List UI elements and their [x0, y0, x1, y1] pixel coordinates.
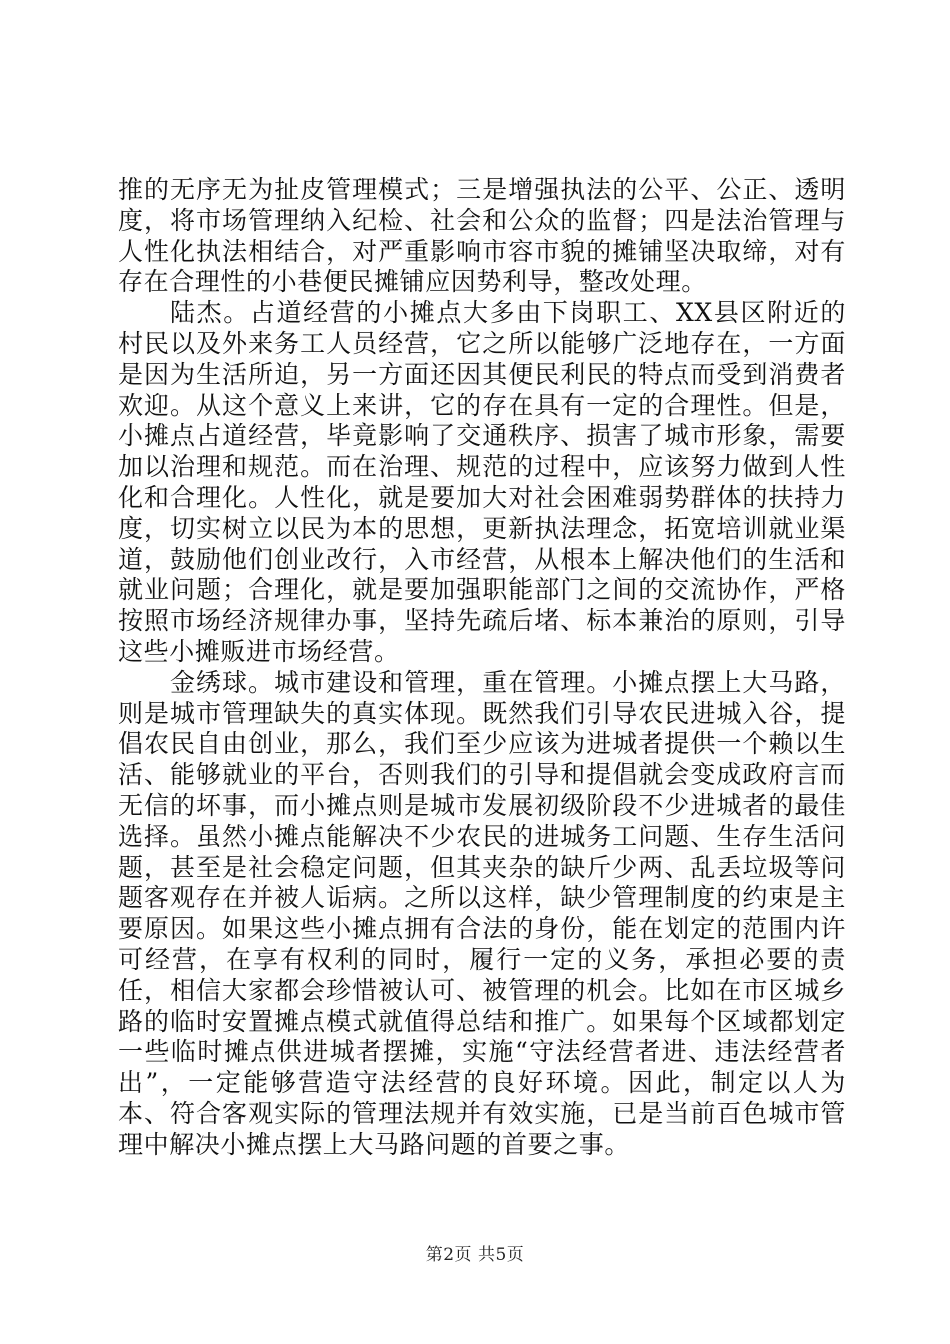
- paragraph-jinxiuqiu: 金绣球。城市建设和管理，重在管理。小摊点摆上大马路，则是城市管理缺失的真实体现。既然我们引导农民进城入谷，提倡农民自由创业，那么，我们至少应该为进城者提供一个赖以生活、能够就业的平台，否则我们的引导和提倡就会变成政府言而无信的坏事，而小摊点则是城市发展初级阶段不少进城者的最佳选择。虽然小摊点能解决不少农民的进城务工问题、生存生活问题，甚至是社会稳定问题，但其夹杂的缺斤少两、乱丢垃圾等问题客观存在并被人诟病。之所以这样，缺少管理制度的约束是主要原因。如果这些小摊点拥有合法的身份，能在划定的范围内许可经营，在享有权利的同时，履行一定的义务，承担必要的责任，相信大家都会珍惜被认可、被管理的机会。比如在市区城乡路的临时安置摊点模式就值得总结和推广。如果每个区域都划定一些临时摊点供进城者摆摊，实施“守法经营者进、违法经营者出”，一定能够营造守法经营的良好环境。因此，制定以人为本、符合客观实际的管理法规并有效实施，已是当前百色城市管理中解决小摊点摆上大马路问题的首要之事。: [118, 667, 846, 1159]
- paragraph-continued: 推的无序无为扯皮管理模式；三是增强执法的公平、公正、透明度，将市场管理纳入纪检、社会和公众的监督；四是法治管理与人性化执法相结合，对严重影响市容市貌的摊铺坚决取缔，对有存在合理性的小巷便民摊铺应因势利导，整改处理。: [118, 175, 846, 297]
- page-number-footer: 第2页 共5页: [425, 1245, 525, 1265]
- document-body: [118, 175, 846, 1161]
- paragraph-lujie: 陆杰。占道经营的小摊点大多由下岗职工、XX县区附近的村民以及外来务工人员经营，它之所以能够广泛地存在，一方面是因为生活所迫，另一方面还因其便民利民的特点而受到消费者欢迎。从这个意义上来讲，它的存在具有一定的合理性。但是，小摊点占道经营，毕竟影响了交通秩序、损害了城市形象，需要加以治理和规范。而在治理、规范的过程中，应该努力做到人性化和合理化。人性化，就是要加大对社会困难弱势群体的扶持力度，切实树立以民为本的思想，更新执法理念，拓宽培训就业渠道，鼓励他们创业改行，入市经营，从根本上解决他们的生活和就业问题；合理化，就是要加强职能部门之间的交流协作，严格按照市场经济规律办事，坚持先疏后堵、标本兼治的原则，引导这些小摊贩进市场经营。: [118, 298, 846, 666]
